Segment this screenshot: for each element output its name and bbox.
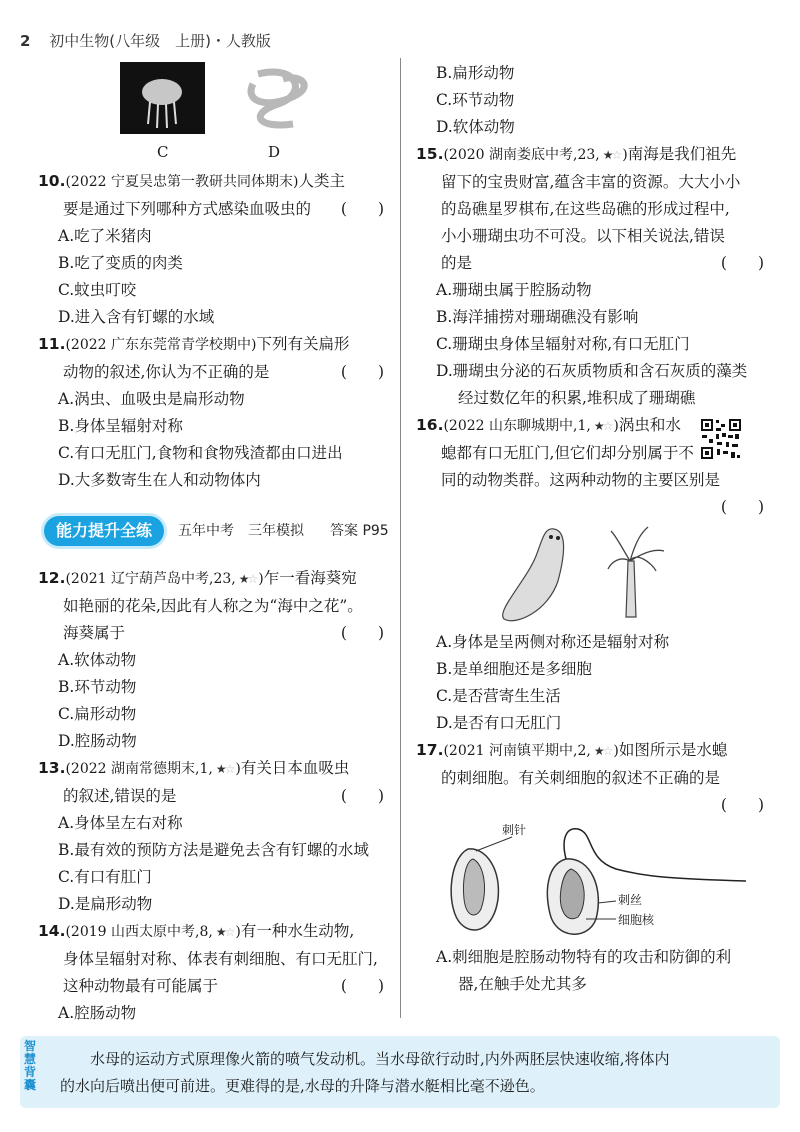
left-column-lower [38, 565, 388, 1027]
option-a: A.吃了米猪肉 [58, 227, 152, 245]
label-nucleus: 细胞核 [618, 913, 655, 927]
option-a: A.涡虫、血吸虫是扁形动物 [58, 390, 245, 408]
answer-blank: ( ) [340, 200, 384, 218]
option-d: D.腔肠动物 [58, 732, 137, 750]
option-b: B.海洋捕捞对珊瑚礁没有影响 [436, 308, 639, 326]
tapeworm-icon [238, 64, 318, 134]
label-thread: 刺丝 [618, 893, 643, 907]
answer-blank: ( ) [720, 254, 764, 272]
option-b: B.身体呈辐射对称 [58, 417, 183, 435]
option-b: B.扁形动物 [436, 64, 515, 82]
jellyfish-icon [120, 62, 205, 134]
jellyfish-photo [120, 62, 205, 134]
option-a: A.珊瑚虫属于腔肠动物 [436, 281, 592, 299]
answer-blank: ( ) [340, 363, 384, 381]
right-column [416, 60, 768, 998]
option-d: D.珊瑚虫分泌的石灰质物质和含石灰质的藻类 [436, 362, 748, 380]
question-15: 15.(2020 湖南娄底中考,23, ★☆ )南海是我们祖先 留下的宝贵财富,蕴含丰富的资源。大大小小 的岛礁星罗棋布,在这些岛礁的形成过程中, 小小珊瑚虫功不可没。以下相关说法,错误 的是 ( ) A.珊瑚虫属于腔肠动物 B.海洋捕捞对珊瑚礁没有影响 C.珊瑚虫身体呈辐射对称,有口无肛门 D.珊瑚虫分泌的石灰质物质和含石灰质的藻类 经过数亿年的积累,堆积成了珊瑚礁 [416, 141, 768, 412]
page-number: 2 [20, 32, 31, 50]
qr-code-icon[interactable] [700, 418, 742, 460]
difficulty-stars-icon: ★☆ [593, 744, 612, 758]
option-c: C.蚊虫叮咬 [58, 281, 137, 299]
section-subtitle: 五年中考 三年模拟 [178, 523, 304, 539]
option-c: C.扁形动物 [58, 705, 137, 723]
question-11: 11.(2022 广东东莞常青学校期中)下列有关扁形 动物的叙述,你认为不正确的是 ( ) A.涡虫、血吸虫是扁形动物 B.身体呈辐射对称 C.有口无肛门,食物和食物残渣都由口进出 D.大多数寄生在人和动物体内 [38, 331, 388, 494]
question-14-continued [416, 60, 768, 141]
question-10: 10.(2022 宁夏吴忠第一教研共同体期末)人类主 要是通过下列哪种方式感染血吸虫的 ( ) A.吃了米猪肉 B.吃了变质的肉类 C.蚊虫叮咬 D.进入含有钉螺的水域 [38, 168, 388, 331]
tip-text: 水母的运动方式原理像火箭的喷气发动机。当水母欲行动时,内外两胚层快速收缩,将体内 的水向后喷出便可前进。更难得的是,水母的升降与潜水艇相比毫不逊色。 [60, 1050, 670, 1095]
book-title: 初中生物(八年级 上册)・人教版 [49, 32, 271, 50]
answer-blank: ( ) [340, 624, 384, 642]
question-13: 13.(2022 湖南常德期末,1, ★☆ )有关日本血吸虫 的叙述,错误的是 ( ) A.身体呈左右对称 B.最有效的预防方法是避免去含有钉螺的水域 C.有口有肛门 D.是扁形动物 [38, 755, 388, 918]
planaria-icon [503, 529, 564, 621]
option-d: D.是扁形动物 [58, 895, 153, 913]
column-divider [400, 58, 401, 1018]
question-14: 14.(2019 山西太原中考,8, ★☆ )有一种水生动物, 身体呈辐射对称、体表有刺细胞、有口无肛门, 这种动物最有可能属于 ( ) A.腔肠动物 [38, 918, 388, 1027]
option-b: B.环节动物 [58, 678, 137, 696]
difficulty-stars-icon: ★☆ [238, 572, 257, 586]
option-c: C.环节动物 [436, 91, 515, 109]
cnidocyte-figure [416, 819, 768, 944]
question-17: 17.(2021 河南镇平期中,2, ★☆ )如图所示是水螅 的刺细胞。有关刺细胞的叙述不正确的是 ( ) 刺针 刺丝 细胞核 A.刺细胞是腔肠动物特有的攻击和防御的利 器,在触手处尤其多 [416, 737, 768, 998]
option-a: A.身体是呈两侧对称还是辐射对称 [436, 633, 670, 651]
tapeworm-drawing [238, 64, 318, 134]
label-needle: 刺针 [502, 823, 527, 837]
answer-blank: ( ) [720, 498, 764, 516]
option-c: C.有口有肛门 [58, 868, 152, 886]
option-a: A.身体呈左右对称 [58, 814, 183, 832]
option-a: A.腔肠动物 [58, 1004, 137, 1022]
option-a: A.软体动物 [58, 651, 137, 669]
option-b: B.最有效的预防方法是避免去含有钉螺的水域 [58, 841, 369, 859]
difficulty-stars-icon: ★☆ [593, 419, 612, 433]
option-d: D.大多数寄生在人和动物体内 [58, 471, 261, 489]
option-c: C.珊瑚虫身体呈辐射对称,有口无肛门 [436, 335, 690, 353]
figure-label-c: C [157, 143, 169, 161]
difficulty-stars-icon: ★☆ [602, 148, 621, 162]
option-d: D.是否有口无肛门 [436, 714, 562, 732]
left-column-upper [38, 168, 388, 494]
option-b: B.吃了变质的肉类 [58, 254, 183, 272]
difficulty-stars-icon: ★☆ [215, 925, 234, 939]
answer-page-ref: 答案 P95 [330, 523, 389, 539]
cnidocyte-cell-left-icon [451, 849, 498, 930]
option-b: B.是单细胞还是多细胞 [436, 660, 592, 678]
question-12: 12.(2021 辽宁葫芦岛中考,23, ★☆ )乍一看海葵宛 如艳丽的花朵,因此有人称之为“海中之花”。 海葵属于 ( ) A.软体动物 B.环节动物 C.扁形动物 D.腔肠动物 [38, 565, 388, 755]
figure-label-d: D [268, 143, 281, 161]
page-header [20, 30, 271, 51]
option-d: D.进入含有钉螺的水域 [58, 308, 215, 326]
answer-blank: ( ) [340, 977, 384, 995]
hydra-icon [608, 527, 664, 617]
option-c: C.有口无肛门,食物和食物残渣都由口进出 [58, 444, 343, 462]
option-c: C.是否营寄生生活 [436, 687, 561, 705]
answer-blank: ( ) [720, 796, 764, 814]
q16-figure [416, 521, 768, 629]
option-d: D.软体动物 [436, 118, 515, 136]
option-a: A.刺细胞是腔肠动物特有的攻击和防御的利 [436, 948, 732, 966]
answer-blank: ( ) [340, 787, 384, 805]
difficulty-stars-icon: ★☆ [215, 762, 234, 776]
cnidocyte-illustration [416, 819, 768, 944]
tip-tag: 智慧背囊 [23, 1039, 36, 1092]
section-badge: 能力提升全练 [44, 516, 164, 546]
planaria-hydra-illustration [416, 521, 768, 629]
question-16: 16.(2022 山东聊城期中,1, ★☆ )涡虫和水 螅都有口无肛门,但它们却分别属于不 同的动物类群。这两种动物的主要区别是 ( ) A.身体是呈两侧对称还是辐射对称 B.是单细胞还是多细胞 C.是否营寄生生活 D.是否有口无肛门 [416, 412, 768, 737]
